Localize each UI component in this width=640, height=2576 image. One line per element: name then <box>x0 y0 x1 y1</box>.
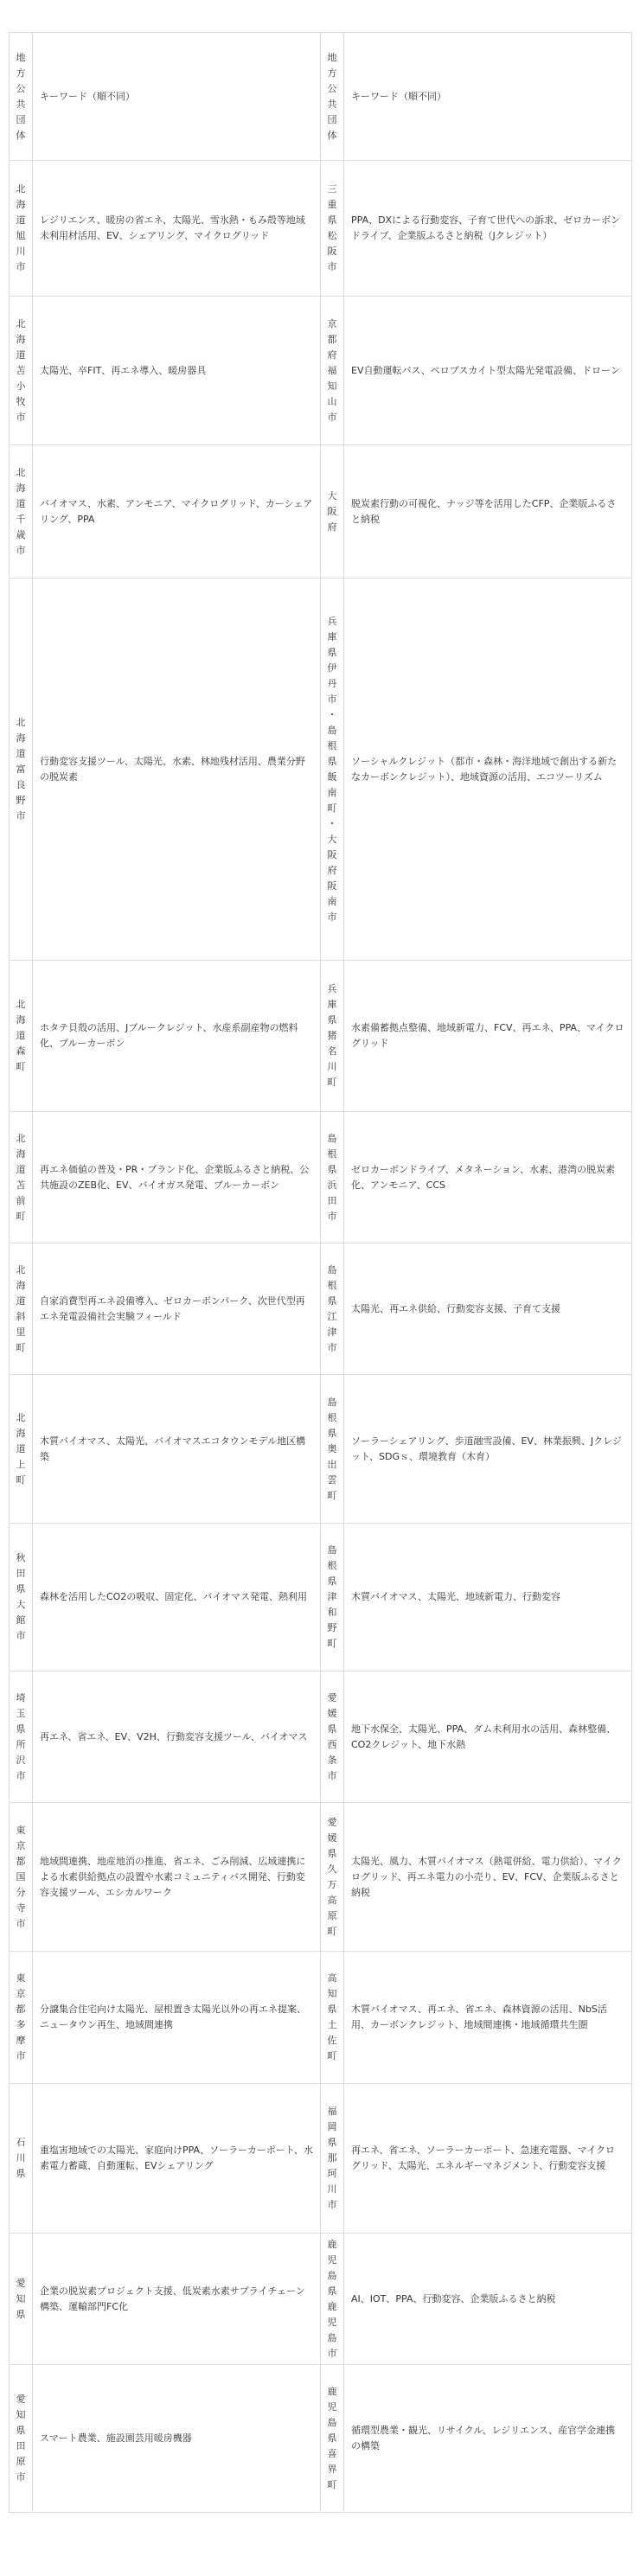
header-keywords-right: キーワード（順不同） <box>344 33 632 161</box>
keyword-list-right: AI、IOT、PPA、行動変容、企業版ふるさと納税 <box>344 2234 632 2365</box>
header-municipality-left: 地方公共団体 <box>10 33 33 161</box>
municipality-name-right: 愛媛県西条市 <box>321 1672 344 1803</box>
municipality-name-left: 北海道千歳市 <box>10 445 33 578</box>
table-row <box>10 297 632 445</box>
municipality-name-right: 島根県奥出雲町 <box>321 1375 344 1524</box>
keyword-list-left: 再エネ、省エネ、EV、V2H、行動変容支援ツール、バイオマス <box>33 1672 321 1803</box>
keyword-list-right: 脱炭素行動の可視化、ナッジ等を活用したCFP、企業版ふるさと納税 <box>344 445 632 578</box>
keyword-list-left: 太陽光、卒FIT、再エネ導入、暖房器具 <box>33 297 321 445</box>
keyword-list-left: 重塩害地域での太陽光、家庭向けPPA、ソーラーカーポート、水素電力蓄蔵、自動運転、EVシェアリング <box>33 2084 321 2234</box>
municipality-name-right: 福岡県那珂川市 <box>321 2084 344 2234</box>
keyword-list-right: 循環型農業・観光、リサイクル、レジリエンス、産官学金連携の構築 <box>344 2365 632 2513</box>
header-municipality-right: 地方公共団体 <box>321 33 344 161</box>
keyword-list-right: 木質バイオマス、再エネ、省エネ、森林資源の活用、NbS活用、カーボンクレジット、地域間連携・地域循環共生圏 <box>344 1952 632 2084</box>
municipality-name-left: 愛知県田原市 <box>10 2365 33 2513</box>
municipality-name-right: 島根県江津市 <box>321 1243 344 1375</box>
municipality-name-right: 兵庫県猪名川町 <box>321 961 344 1112</box>
municipality-keyword-table <box>9 32 632 2513</box>
keyword-list-left: 自家消費型再エネ設備導入、ゼロカーボンパーク、次世代型再エネ発電設備社会実験フィールド <box>33 1243 321 1375</box>
municipality-name-right: 鹿児島県喜界町 <box>321 2365 344 2513</box>
municipality-name-left: 北海道苫前町 <box>10 1112 33 1243</box>
table-row <box>10 1524 632 1672</box>
municipality-name-left: 北海道富良野市 <box>10 578 33 961</box>
municipality-name-left: 北海道森町 <box>10 961 33 1112</box>
municipality-name-left: 北海道上町 <box>10 1375 33 1524</box>
table-row <box>10 161 632 297</box>
keyword-list-right: EV自動運転バス、ペロブスカイト型太陽光発電設備、ドローン <box>344 297 632 445</box>
municipality-name-right: 鹿児島県鹿児島市 <box>321 2234 344 2365</box>
keyword-list-left: 行動変容支援ツール、太陽光、水素、林地残材活用、農業分野の脱炭素 <box>33 578 321 961</box>
keyword-list-left: 地域間連携、地産地消の推進、省エネ、ごみ削減、広域連携による水素供給拠点の設置や水素コミュニティバス開発、行動変容支援ツール、エシカルワーク <box>33 1803 321 1952</box>
municipality-name-left: 秋田県大館市 <box>10 1524 33 1672</box>
keyword-list-right: ソーシャルクレジット（都市・森林・海洋地域で創出する新たなカーボンクレジット）、地域資源の活用、エコツーリズム <box>344 578 632 961</box>
keyword-list-left: 森林を活用したCO2の吸収、固定化、バイオマス発電、熱利用 <box>33 1524 321 1672</box>
municipality-name-right: 大阪府 <box>321 445 344 578</box>
table-row <box>10 2365 632 2513</box>
keyword-list-left: レジリエンス、暖房の省エネ、太陽光、雪氷熱・もみ殻等地域未利用材活用、EV、シェアリング、マイクログリッド <box>33 161 321 297</box>
table-row <box>10 1672 632 1803</box>
municipality-name-right: 京都府福知山市 <box>321 297 344 445</box>
municipality-name-right: 三重県松阪市 <box>321 161 344 297</box>
municipality-name-left: 北海道苫小牧市 <box>10 297 33 445</box>
table-row <box>10 1952 632 2084</box>
table-row <box>10 1803 632 1952</box>
keyword-list-left: バイオマス、水素、アンモニア、マイクログリッド、カーシェアリング、PPA <box>33 445 321 578</box>
keyword-list-right: 木質バイオマス、太陽光、地域新電力、行動変容 <box>344 1524 632 1672</box>
municipality-name-left: 北海道旭川市 <box>10 161 33 297</box>
municipality-name-right: 島根県浜田市 <box>321 1112 344 1243</box>
municipality-name-right: 愛媛県久万高原町 <box>321 1803 344 1952</box>
keyword-list-right: 水素備蓄拠点整備、地域新電力、FCV、再エネ、PPA、マイクログリッド <box>344 961 632 1112</box>
table-row <box>10 578 632 961</box>
keyword-list-right: 太陽光、再エネ供給、行動変容支援、子育て支援 <box>344 1243 632 1375</box>
keyword-list-right: 太陽光、風力、木質バイオマス（熱電併給、電力供給）、マイクログリッド、再エネ電力の小売り、EV、FCV、企業版ふるさと納税 <box>344 1803 632 1952</box>
keyword-list-left: 分譲集合住宅向け太陽光、屋根置き太陽光以外の再エネ提案、ニュータウン再生、地域間連携 <box>33 1952 321 2084</box>
table-row <box>10 2234 632 2365</box>
keyword-list-left: 木質バイオマス、太陽光、バイオマスエコタウンモデル地区構築 <box>33 1375 321 1524</box>
keyword-list-right: ゼロカーボンドライブ、メタネーション、水素、港湾の脱炭素化、アンモニア、CCS <box>344 1112 632 1243</box>
table-row <box>10 1243 632 1375</box>
table-row <box>10 1112 632 1243</box>
municipality-name-right: 兵庫県伊丹市・島根県飯南町・大阪府阪南市 <box>321 578 344 961</box>
keyword-list-left: 企業の脱炭素プロジェクト支援、低炭素水素サプライチェーン構築、運輸部門FC化 <box>33 2234 321 2365</box>
table-row <box>10 445 632 578</box>
table-row <box>10 2084 632 2234</box>
municipality-name-left: 北海道斜里町 <box>10 1243 33 1375</box>
municipality-name-left: 東京都多摩市 <box>10 1952 33 2084</box>
municipality-name-left: 埼玉県所沢市 <box>10 1672 33 1803</box>
keyword-list-left: ホタテ貝殻の活用、Jブルークレジット、水産系副産物の燃料化、ブルーカーボン <box>33 961 321 1112</box>
keyword-list-right: 再エネ、省エネ、ソーラーカーポート、急速充電器、マイクログリッド、太陽光、エネルギーマネジメント、行動変容支援 <box>344 2084 632 2234</box>
table-row <box>10 1375 632 1524</box>
keyword-list-left: 再エネ価値の普及・PR・ブランド化、企業版ふるさと納税、公共施設のZEB化、EV、バイオガス発電、ブルーカーボン <box>33 1112 321 1243</box>
keyword-list-right: ソーラーシェアリング、歩道融雪設備、EV、林業振興、Jクレジット、SDGｓ、環境教育（木育） <box>344 1375 632 1524</box>
table-header-row <box>10 33 632 161</box>
keyword-list-right: PPA、DXによる行動変容、子育て世代への訴求、ゼロカーボンドライブ、企業版ふるさと納税（Jクレジット） <box>344 161 632 297</box>
municipality-name-left: 石川県 <box>10 2084 33 2234</box>
keyword-list-left: スマート農業、施設園芸用暖房機器 <box>33 2365 321 2513</box>
municipality-name-right: 高知県土佐町 <box>321 1952 344 2084</box>
municipality-name-left: 東京都国分寺市 <box>10 1803 33 1952</box>
municipality-name-left: 愛知県 <box>10 2234 33 2365</box>
keyword-list-right: 地下水保全、太陽光、PPA、ダム未利用水の活用、森林整備、CO2クレジット、地下水熱 <box>344 1672 632 1803</box>
table-row <box>10 961 632 1112</box>
municipality-name-right: 島根県津和野町 <box>321 1524 344 1672</box>
header-keywords-left: キーワード（順不同） <box>33 33 321 161</box>
